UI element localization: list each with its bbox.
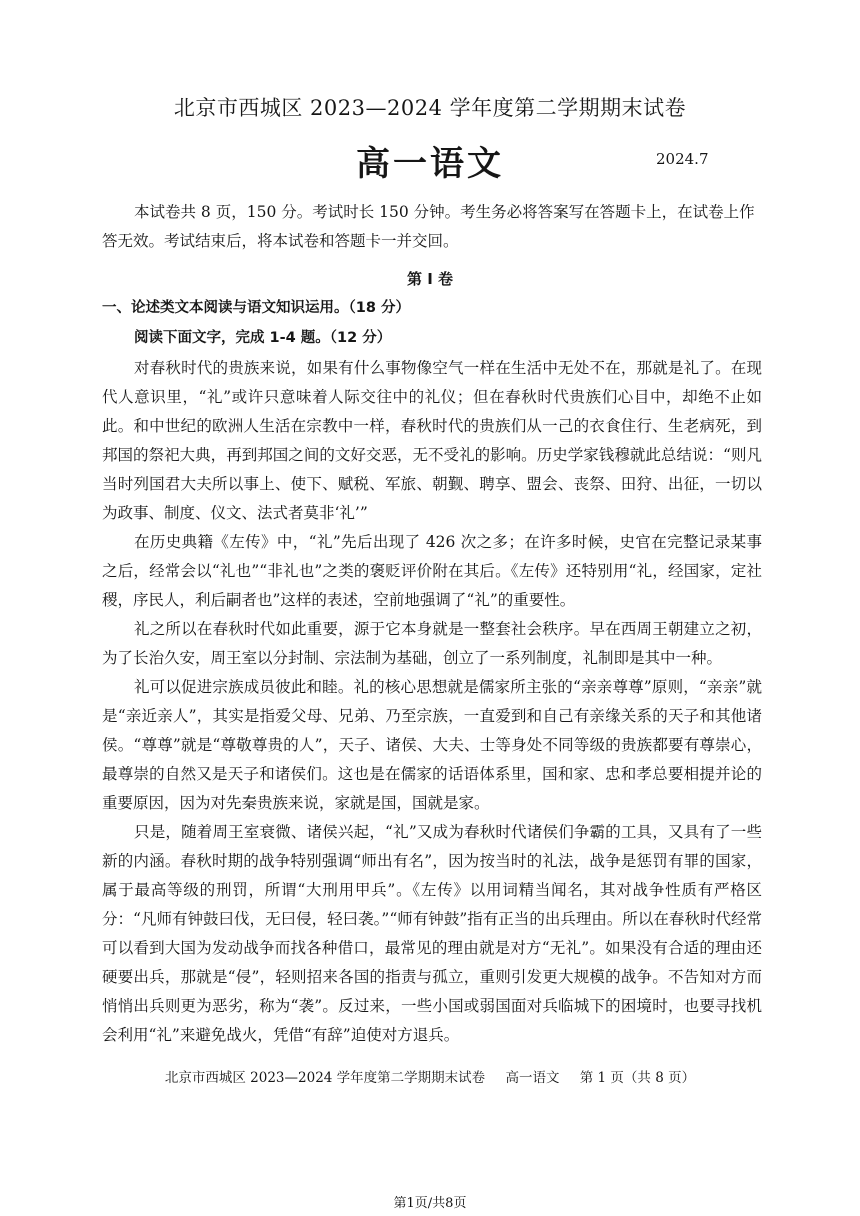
section-heading: 一、论述类文本阅读与语文知识运用。（18 分） [102,300,410,316]
page-footer [0,1066,860,1086]
viewer-page-indicator: 第1页/共8页 [393,1196,467,1211]
footer-exam-name: 北京市西城区 2023—2024 学年度第二学期期末试卷 [164,1070,486,1086]
reading-instruction: 阅读下面文字，完成 1-4 题。（12 分） [134,330,392,346]
paragraph-1: 对春秋时代的贵族来说，如果有什么事物像空气一样在生活中无处不在，那就是礼了。在现代人意识里，“礼”或许只意味着人际交往中的礼仪；但在春秋时代贵族们心目中，却绝不止如此。和中世纪的欧洲人生活在宗教中一样，春秋时代的贵族们从一己的衣食住行、生老病死，到邦国的祭祀大典，再到邦国之间的文好交恶，无不受礼的影响。历史学家钱穆就此总结说：“则凡当时列国君大夫所以事上、使下、赋税、军旅、朝觐、聘享、盟会、丧祭、田狩、出征，一切以为政事、制度、仪文、法式者莫非‘礼’” [102,359,762,522]
reading-passage [102,354,762,1050]
subject-row [0,136,860,184]
footer-subject: 高一语文 [505,1070,560,1086]
exam-instructions: 本试卷共 8 页，150 分。考试时长 150 分钟。考生务必将答案写在答题卡上，在试卷上作答无效。考试结束后，将本试卷和答题卡一并交回。 [102,203,755,250]
part-title: 第 Ⅰ 卷 [406,270,454,288]
subject-title: 高一语文 [356,144,504,184]
paragraph-2: 在历史典籍《左传》中，“礼”先后出现了 426 次之多；在许多时候，史官在完整记录某事之后，经常会以“礼也”“非礼也”之类的褒贬评价附在其后。《左传》还特别用“礼，经国家，定社稷，序民人，利后嗣者也”这样的表述，空前地强调了“礼”的重要性。 [102,533,762,609]
paragraph-5: 只是，随着周王室衰微、诸侯兴起，“礼”又成为春秋时代诸侯们争霸的工具，又具有了一些新的内涵。春秋时期的战争特别强调“师出有名”，因为按当时的礼法，战争是惩罚有罪的国家，属于最高等级的刑罚，所谓“大刑用甲兵”。《左传》以用词精当闻名，其对战争性质有严格区分：“凡师有钟鼓曰伐，无曰侵，轻曰袭。”“师有钟鼓”指有正当的出兵理由。所以在春秋时代经常可以看到大国为发动战争而找各种借口，最常见的理由就是对方“无礼”。如果没有合适的理由还硬要出兵，那就是“侵”，轻则招来各国的指责与孤立，重则引发更大规模的战争。不告知对方而悄悄出兵则更为恶劣，称为“袭”。反过来，一些小国或弱国面对兵临城下的困境时，也要寻找机会利用“礼”来避免战火，凭借“有辞”迫使对方退兵。 [102,823,762,1044]
exam-date: 2024.7 [656,150,709,168]
exam-title: 北京市西城区 2023—2024 学年度第二学期期末试卷 [173,96,687,120]
footer-page-number: 第 1 页（共 8 页） [579,1070,696,1086]
paragraph-4: 礼可以促进宗族成员彼此和睦。礼的核心思想就是儒家所主张的“亲亲尊尊”原则，“亲亲”就是“亲近亲人”，其实是指爱父母、兄弟、乃至宗族，一直爱到和自己有亲缘关系的天子和其他诸侯。“尊尊”就是“尊敬尊贵的人”，天子、诸侯、大夫、士等身处不同等级的贵族都要有尊崇心，最尊崇的自然又是天子和诸侯们。这也是在儒家的话语体系里，国和家、忠和孝总要相提并论的重要原因，因为对先秦贵族来说，家就是国，国就是家。 [102,678,762,812]
paragraph-3: 礼之所以在春秋时代如此重要，源于它本身就是一整套社会秩序。早在西周王朝建立之初，为了长治久安，周王室以分封制、宗法制为基础，创立了一系列制度，礼制即是其中一种。 [102,620,762,667]
